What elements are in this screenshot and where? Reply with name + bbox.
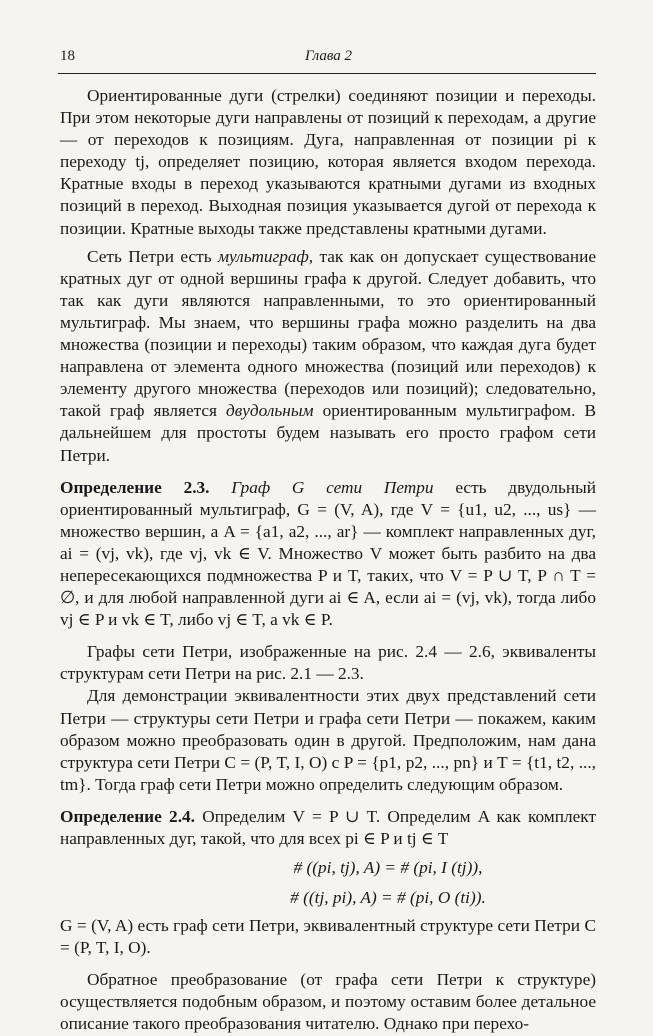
- term-multigraph: мультиграф: [217, 246, 309, 266]
- definition-term: Граф G сети Петри: [231, 477, 434, 497]
- definition-text: есть двудольный ориентированный мультиграф, G = (V, A), где V = {u1, u2, ..., us} — множество вершин, а A = {a1, a2, ..., ar} — комплект направленных дуг, ai = (vj, vk), где vj, vk ∈ V. Множество V может быть разбито на два непересекающихся подмножества P и T, таких, что V = P ∪ T, P ∩ T = ∅, и для любой направленной дуги ai ∈ A, если ai = (vj, vk), тогда либо vj ∈ P и vk ∈ T, либо vj ∈ T, а vk ∈ P.: [60, 477, 597, 630]
- definition-2-3: [60, 477, 596, 632]
- page-number: 18: [60, 48, 75, 64]
- definition-heading: Определение 2.4.: [60, 806, 195, 826]
- paragraph-arcs: Ориентированные дуги (стрелки) соединяют позиции и переходы. При этом некоторые дуги направлены от позиций к переходам, а другие — от переходов к позициям. Дуга, направленная от позиции pi к переходу tj, определяет позицию, которая является входом перехода. Кратные входы в переход указываются кратными дугами из входных позиций в переход. Выходная позиция указывается дугой от перехода к позиции. Кратные выходы также представлены кратными дугами.: [60, 86, 596, 238]
- definition-heading: Определение 2.3.: [60, 477, 210, 497]
- text-span: , так как он допускает существование кратных дуг от одной вершины графа к другой. Следует добавить, что так как дуги являются направленными, то это ориентированный мультиграф. Мы знаем, что вершины графа можно разделить на два множества (позиции и переходы) таким образом, что каждая дуга будет направлена от элемента одного множества (позиций или переходов) к элементу другого множества (переходов или позиций); следовательно, такой граф является: [60, 246, 596, 421]
- formula-block: [60, 853, 596, 913]
- paragraph-graph-result: G = (V, A) есть граф сети Петри, эквивалентный структуре сети Петри C = (P, T, I, O).: [60, 916, 596, 958]
- page-body: [60, 85, 596, 1036]
- paragraph-equivalence: Графы сети Петри, изображенные на рис. 2.4 — 2.6, эквиваленты структурам сети Петри на рис. 2.1 — 2.3.: [60, 642, 596, 684]
- paragraph-inverse: Обратное преобразование (от графа сети Петри к структуре) осуществляется подобным образом, и поэтому оставим более детальное описание такого преобразования читателю. Однако при перехо-: [60, 970, 596, 1034]
- paragraph-transformation: Для демонстрации эквивалентности этих двух представлений сети Петри — структуры сети Петри и графа сети Петри — покажем, каким образом можно преобразовать один в другой. Предположим, нам дана структура сети Петри C = (P, T, I, O) с P = {p1, p2, ..., pn} и T = {t1, t2, ..., tm}. Тогда граф сети Петри можно определить следующим образом.: [60, 686, 596, 794]
- definition-text: Определим V = P ∪ T. Определим A как комплект направленных дуг, такой, что для всех pi ∈ P и tj ∈ T: [60, 806, 596, 848]
- running-header: [60, 48, 597, 70]
- definition-2-4: [60, 806, 596, 850]
- formula-input: # ((pi, tj), A) = # (pi, I (tj)),: [293, 858, 483, 878]
- term-bipartite: двудольным: [226, 401, 314, 421]
- text-span: Сеть Петри есть: [87, 246, 218, 266]
- paragraph-multigraph: [60, 246, 596, 467]
- text-span: ориентированным мультиграфом. В дальнейшем для простоты будем называть его просто графом сети Петри.: [60, 401, 596, 465]
- formula-output: # ((tj, pi), A) = # (pi, O (ti)).: [290, 888, 486, 908]
- chapter-title: Глава 2: [304, 48, 353, 64]
- header-rule: [58, 73, 596, 74]
